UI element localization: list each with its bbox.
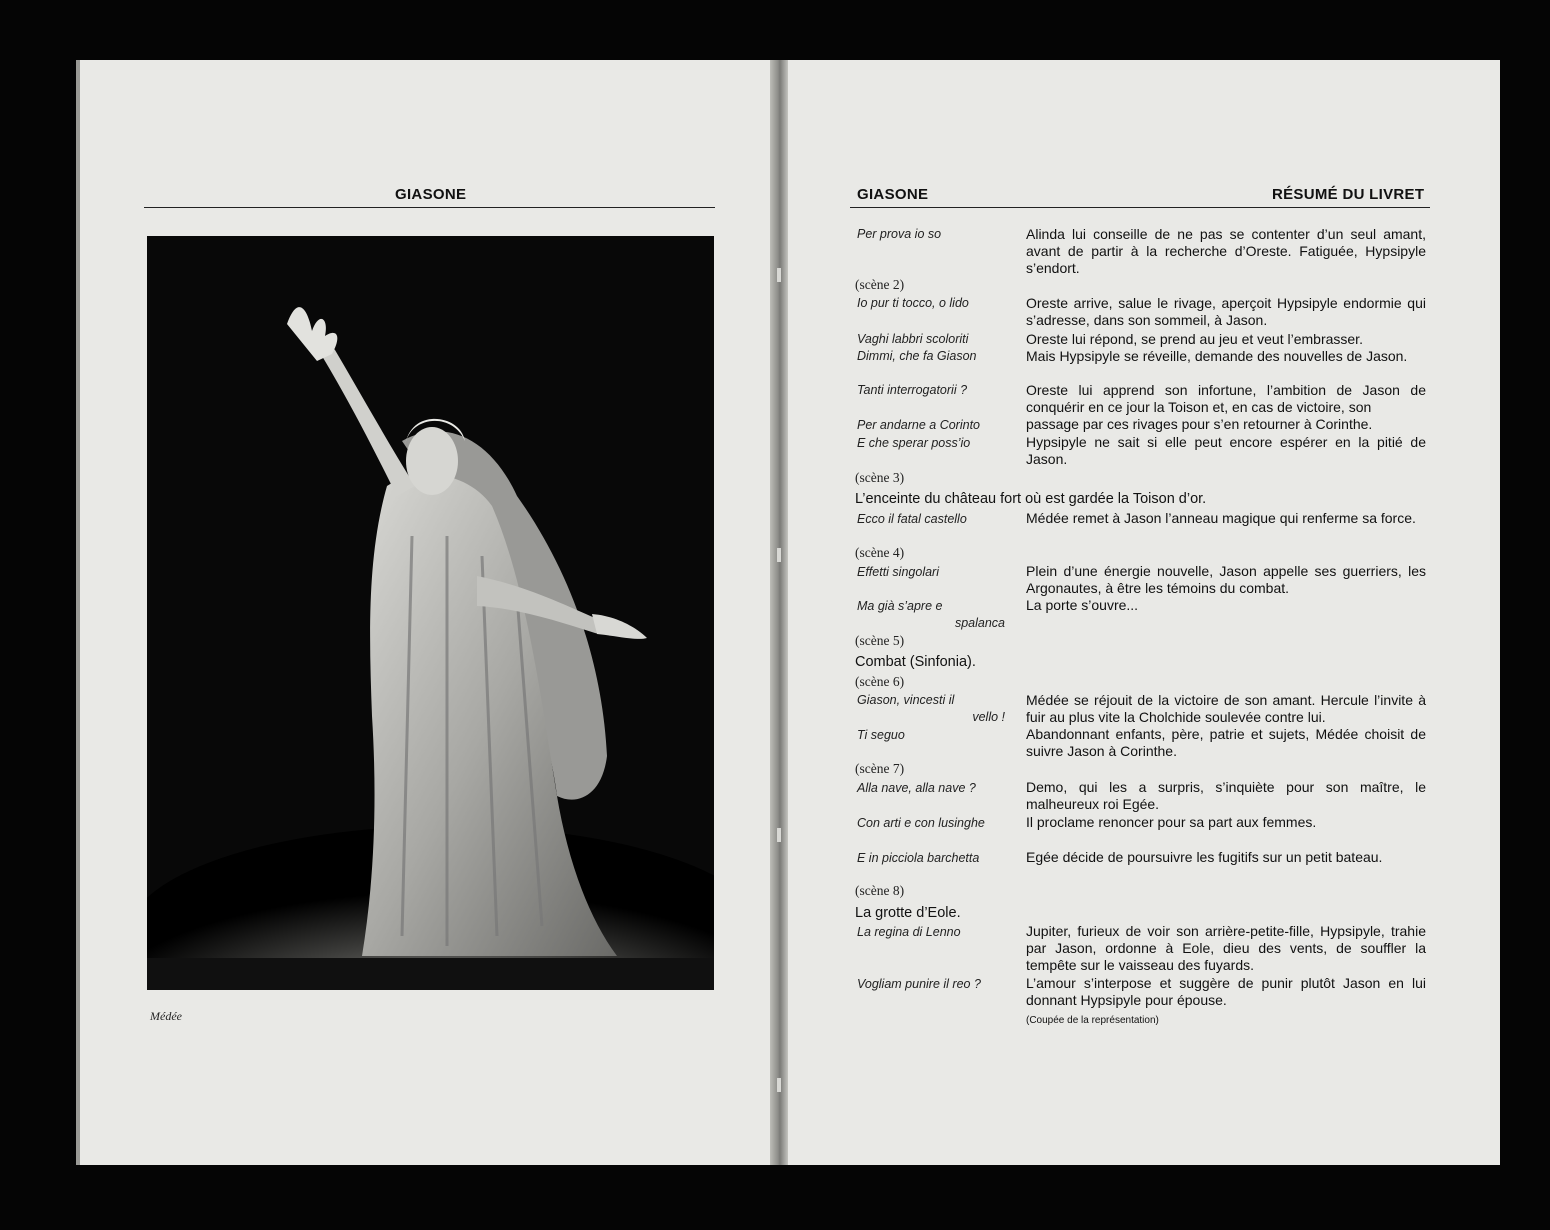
binding-stitch (777, 828, 781, 842)
scene-marker: (scène 7) (855, 761, 905, 776)
libretto-cue: La regina di Lenno (857, 925, 961, 939)
libretto-cue: Ti seguo (857, 728, 905, 742)
libretto-cue: Tanti interrogatorii ? (857, 383, 968, 397)
synopsis-text: Abandonnant enfants, père, patrie et sujets, Médée choisit de suivre Jason à Corinthe. (1026, 726, 1426, 759)
synopsis-text: Oreste lui répond, se prend au jeu et veut l’embrasser. (1026, 331, 1363, 347)
right-head-rule (850, 207, 1430, 208)
libretto-cue-continued: spalanca (954, 616, 1005, 630)
synopsis-text: Hypsipyle ne sait si elle peut encore espérer en la pitié de Jason. (1026, 434, 1426, 467)
binding-stitch (777, 268, 781, 282)
synopsis-text: Plein d’une énergie nouvelle, Jason appelle ses guerriers, les Argonautes, à être les témoins du combat. (1026, 563, 1426, 596)
libretto-cue: Effetti singolari (857, 565, 939, 579)
libretto-cue: E in picciola barchetta (857, 851, 980, 865)
setting-heading: Combat (Sinfonia). (855, 654, 976, 670)
right-running-head-left: GIASONE (857, 186, 929, 203)
synopsis-text: Demo, qui les a surpris, s’inquiète pour son maître, le malheureux roi Egée. (1026, 779, 1426, 812)
synopsis-text: Egée décide de poursuivre les fugitifs sur un petit bateau. (1026, 849, 1383, 865)
scene-marker: (scène 2) (855, 277, 905, 292)
libretto-cue: Io pur ti tocco, o lido (857, 296, 969, 310)
photo-caption: Médée (150, 1009, 182, 1023)
setting-heading: L’enceinte du château fort où est gardée la Toison d’or. (855, 491, 1207, 507)
synopsis-text: Mais Hypsipyle se réveille, demande des nouvelles de Jason. (1026, 348, 1408, 364)
libretto-cue: Alla nave, alla nave ? (857, 781, 976, 795)
synopsis-text: passage par ces rivages pour s’en retourner à Corinthe. (1026, 416, 1373, 432)
binding-stitch (777, 1078, 781, 1092)
synopsis-text: Médée se réjouit de la victoire de son amant. Hercule l’invite à fuir au plus vite la Cholchide soulevée contre lui. (1026, 692, 1426, 725)
stage-photo-icon (147, 236, 714, 990)
scene-marker: (scène 4) (855, 545, 905, 560)
libretto-cue: Ecco il fatal castello (857, 512, 967, 526)
synopsis-text: Médée remet à Jason l’anneau magique qui renferme sa force. (1026, 510, 1416, 526)
libretto-cue: E che sperar poss’io (857, 436, 971, 450)
synopsis-text: Oreste arrive, salue le rivage, aperçoit Hypsipyle endormie qui s’adresse, dans son sommeil, à Jason. (1026, 295, 1426, 328)
left-head-rule (144, 207, 715, 208)
libretto-cue: Vogliam punire il reo ? (857, 977, 981, 991)
libretto-cue-continued: vello ! (972, 710, 1005, 724)
libretto-cue: Ma già s’apre e (857, 599, 943, 613)
synopsis-text: Alinda lui conseille de ne pas se contenter d’un seul amant, avant de partir à la recherche d’Oreste. Fatiguée, Hypsipyle s’endort. (1026, 226, 1426, 276)
libretto-cue: Per andarne a Corinto (857, 418, 980, 432)
setting-heading: La grotte d’Eole. (855, 905, 961, 921)
performance-note: (Coupée de la représentation) (1026, 1015, 1159, 1026)
synopsis-text: Oreste lui apprend son infortune, l’ambition de Jason de conquérir en ce jour la Toison et, en cas de victoire, son (1026, 382, 1426, 415)
scene-marker: (scène 6) (855, 674, 905, 689)
synopsis-text: La porte s’ouvre... (1026, 597, 1139, 613)
libretto-cue: Con arti e con lusinghe (857, 816, 985, 830)
synopsis-text: L’amour s’interpose et suggère de punir plutôt Jason en lui donnant Hypsipyle pour épouse. (1026, 975, 1426, 1008)
synopsis-text: Jupiter, furieux de voir son arrière-petite-fille, Hypsipyle, trahie par Jason, ordonne à Eole, dieu des vents, de souffler la tempête sur le vaisseau des fuyards. (1026, 923, 1426, 973)
scene-marker: (scène 5) (855, 633, 905, 648)
libretto-cue: Vaghi labbri scoloriti (857, 332, 969, 346)
libretto-cue: Per prova io so (857, 227, 942, 241)
synopsis-text: Il proclame renoncer pour sa part aux femmes. (1026, 814, 1317, 830)
scene-marker: (scène 3) (855, 470, 905, 485)
libretto-cue: Dimmi, che fa Giason (857, 349, 977, 363)
libretto-cue: Giason, vincesti il (857, 693, 955, 707)
right-running-head-right: RÉSUMÉ DU LIVRET (1272, 186, 1425, 203)
scene-marker: (scène 8) (855, 883, 905, 898)
stage-photo (147, 236, 714, 990)
book-gutter (770, 60, 788, 1165)
left-running-head: GIASONE (395, 186, 467, 203)
binding-stitch (777, 548, 781, 562)
